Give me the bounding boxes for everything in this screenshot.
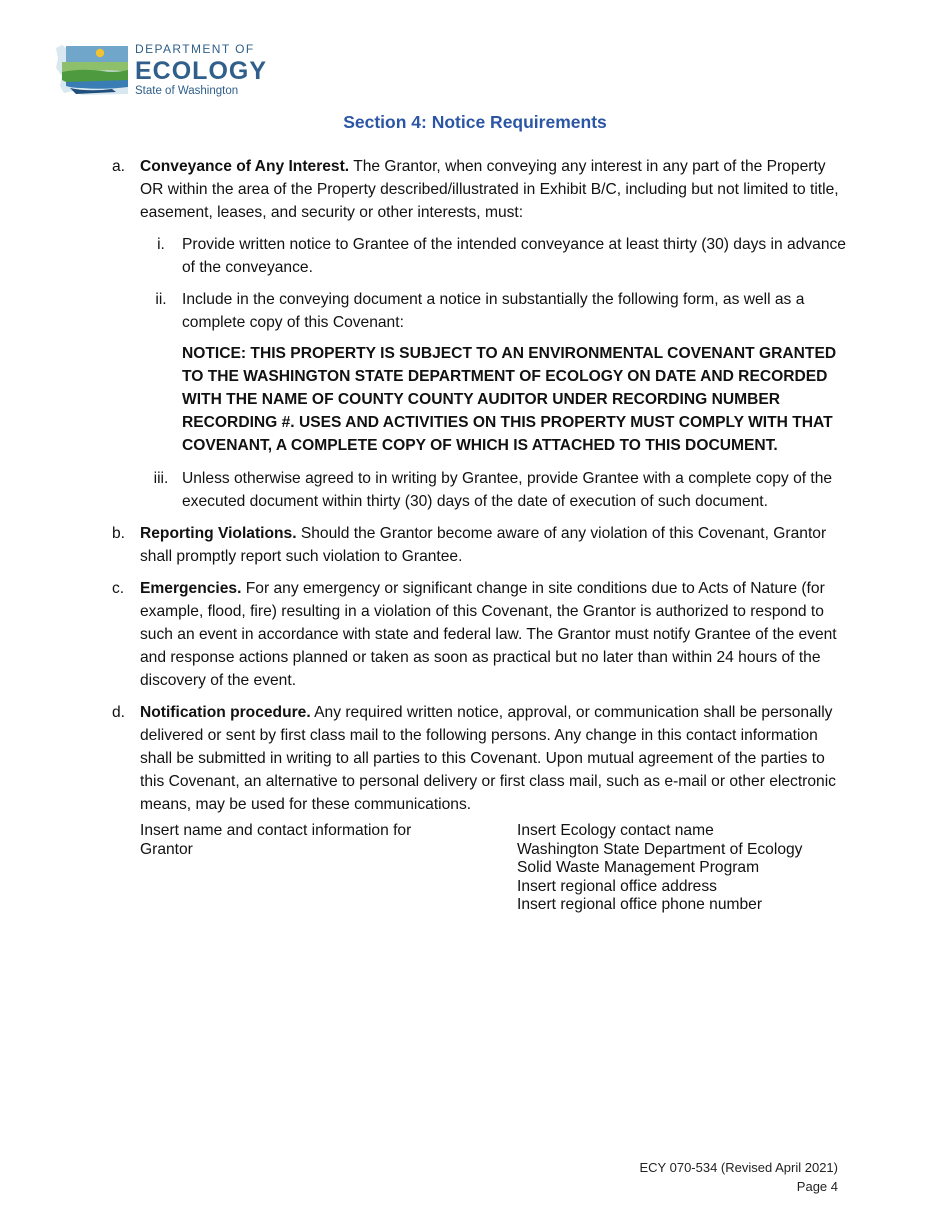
sub-marker: iii. [153, 470, 169, 487]
item-text: Should the Grantor become aware of any violation of this Covenant, Grantor shall promptly report such violation to Grantee. [140, 525, 827, 565]
sub-marker: i. [157, 236, 165, 253]
list-item-a [112, 155, 850, 513]
contact-line: Washington State Department of Ecology [517, 840, 803, 858]
sub-item-i [140, 233, 850, 279]
logo-state: State of Washington [135, 85, 239, 97]
sub-text: Include in the conveying document a notice in substantially the following form, as well as a complete copy of this Covenant: [182, 291, 805, 331]
sub-text: Unless otherwise agreed to in writing by Grantee, provide Grantee with a complete copy of the executed document within thirty (30) days of the date of execution of such document. [182, 470, 833, 510]
item-paragraph [140, 155, 850, 224]
item-heading: Conveyance of Any Interest. [140, 158, 350, 175]
logo-text [135, 42, 267, 98]
item-paragraph [140, 701, 850, 816]
item-heading: Emergencies. [140, 580, 242, 597]
washington-state-logo-icon [52, 42, 132, 102]
item-heading: Notification procedure. [140, 704, 311, 721]
item-marker: a. [112, 158, 126, 175]
list-item-b [112, 522, 850, 568]
sub-marker: ii. [155, 291, 167, 308]
list-item-d [112, 701, 850, 915]
page-number: Page 4 [796, 1179, 838, 1194]
item-marker: d. [112, 704, 126, 721]
notice-block: NOTICE: THIS PROPERTY IS SUBJECT TO AN ENVIRONMENTAL COVENANT GRANTED TO THE WASHINGTON STATE DEPARTMENT OF ECOLOGY ON DATE AND RECORDED WITH THE NAME OF COUNTY COUNTY AUDITOR UNDER RECORDING NUMBER RECORDING #. USES AND ACTIVITIES ON THIS PROPERTY MUST COMPLY WITH THAT COVENANT, A COMPLETE COPY OF WHICH IS ATTACHED TO THIS DOCUMENT. [182, 345, 837, 454]
list-item-c [112, 577, 850, 692]
ecology-logo [52, 42, 268, 104]
sub-item-ii [140, 288, 850, 457]
item-paragraph [140, 522, 850, 568]
item-paragraph [140, 577, 850, 692]
form-number: ECY 070-534 (Revised April 2021) [639, 1160, 838, 1175]
contact-block [140, 822, 850, 915]
sub-item-iii [140, 467, 850, 513]
contact-line: Insert regional office address [517, 877, 717, 895]
item-marker: c. [112, 580, 125, 597]
sub-text: Provide written notice to Grantee of the intended conveyance at least thirty (30) days in advance of the conveyance. [182, 236, 846, 276]
contact-line: Insert name and contact information for [140, 822, 412, 839]
page-footer [640, 1158, 839, 1196]
contact-line: Insert Ecology contact name [517, 822, 714, 839]
item-text: The Grantor, when conveying any interest in any part of the Property OR within the area of the Property described/illustrated in Exhibit B/C, including but not limited to title, easement, leases, and security or other interests, must: [140, 158, 839, 221]
item-marker: b. [112, 525, 126, 542]
item-heading: Reporting Violations. [140, 525, 297, 542]
item-text: Any required written notice, approval, or communication shall be personally delivered or sent by first class mail to the following persons. Any change in this contact information shall be submitted in writing to all parties to this Covenant. Upon mutual agreement of the parties to this Covenant, an alternative to personal delivery or first class mail, such as e-mail or other electronic means, may be used for these communications. [140, 704, 836, 813]
ecology-contact [517, 822, 847, 915]
logo-ecology: ECOLOGY [135, 57, 268, 85]
logo-department: DEPARTMENT OF [135, 42, 255, 56]
contact-line: Insert regional office phone number [517, 896, 763, 913]
contact-line: Grantor [140, 840, 193, 858]
item-text: For any emergency or significant change in site conditions due to Acts of Nature (for example, flood, fire) resulting in a violation of this Covenant, the Grantor is authorized to respond to such an event in accordance with state and federal law. The Grantor must notify Grantee of the event and response actions planned or taken as soon as practical but no later than within 24 hours of the discovery of the event. [140, 580, 837, 689]
grantor-contact [140, 822, 517, 915]
document-body [112, 155, 850, 924]
contact-line: Solid Waste Management Program [517, 859, 760, 876]
section-title: Section 4: Notice Requirements [343, 112, 607, 132]
